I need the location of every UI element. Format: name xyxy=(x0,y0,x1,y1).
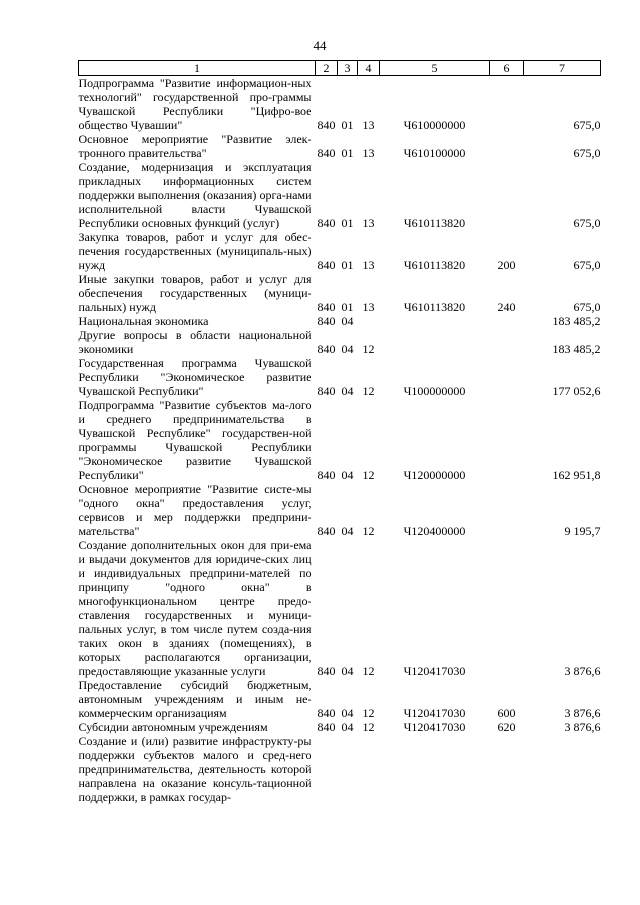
row-ved-code: 840 xyxy=(317,384,336,398)
row-amount: 9 195,7 xyxy=(564,524,601,538)
row-target-article-code: Ч610000000 xyxy=(403,118,466,132)
row-name: Другие вопросы в области национальной экономики xyxy=(78,328,312,356)
header-col-3: 3 xyxy=(338,61,358,76)
row-expense-type-code xyxy=(490,398,524,482)
row-ved-code: 840 xyxy=(317,314,336,328)
row-subsection-code: 12 xyxy=(362,706,375,720)
page-number: 44 xyxy=(313,38,327,53)
row-ved-code: 840 xyxy=(317,258,336,272)
row-ved-code: 840 xyxy=(317,664,336,678)
row-target-article-code: Ч120400000 xyxy=(403,524,466,538)
row-amount: 162 951,8 xyxy=(552,468,601,482)
row-target-article-code xyxy=(380,314,490,328)
row-expense-type-code xyxy=(490,328,524,356)
row-target-article-code: Ч100000000 xyxy=(403,384,466,398)
table-row xyxy=(79,160,601,230)
table-row xyxy=(79,76,601,133)
row-target-article-code: Ч120000000 xyxy=(403,468,466,482)
table-row xyxy=(79,356,601,398)
table-row xyxy=(79,734,601,804)
row-amount: 3 876,6 xyxy=(564,706,601,720)
row-section-code: 04 xyxy=(341,468,354,482)
row-section-code: 04 xyxy=(341,720,354,734)
row-amount xyxy=(524,734,601,804)
row-subsection-code: 12 xyxy=(362,468,375,482)
row-expense-type-code xyxy=(490,734,524,804)
row-subsection-code: 12 xyxy=(362,664,375,678)
table-row xyxy=(79,678,601,720)
row-subsection-code: 13 xyxy=(362,216,375,230)
row-section-code: 04 xyxy=(341,342,354,356)
row-name: Основное мероприятие "Развитие систе-мы "одного окна" предоставления услуг, сервисов и мер поддержки предприни-мательства" xyxy=(78,482,312,538)
row-subsection-code xyxy=(358,314,380,328)
table-row xyxy=(79,328,601,356)
row-target-article-code xyxy=(380,734,490,804)
row-subsection-code: 12 xyxy=(362,342,375,356)
header-col-1: 1 xyxy=(79,61,316,76)
row-subsection-code xyxy=(358,734,380,804)
row-expense-type-code xyxy=(490,356,524,398)
row-expense-type-code xyxy=(490,132,524,160)
row-name: Государственная программа Чувашской Республики "Экономическое развитие Чувашской Республики" xyxy=(78,356,312,398)
table-row xyxy=(79,230,601,272)
row-section-code: 04 xyxy=(341,524,354,538)
table-row xyxy=(79,720,601,734)
header-col-6: 6 xyxy=(490,61,524,76)
row-name: Предоставление субсидий бюджетным, автономным учреждениям и иным не-коммерческим организациям xyxy=(78,678,312,720)
row-expense-type-code xyxy=(490,538,524,678)
row-section-code: 04 xyxy=(341,314,354,328)
row-target-article-code: Ч120417030 xyxy=(403,664,466,678)
row-subsection-code: 12 xyxy=(362,384,375,398)
row-ved-code: 840 xyxy=(317,146,336,160)
row-amount: 675,0 xyxy=(573,300,601,314)
row-ved-code: 840 xyxy=(317,706,336,720)
row-ved-code xyxy=(316,734,338,804)
row-expense-type-code: 200 xyxy=(497,258,516,272)
row-amount: 177 052,6 xyxy=(552,384,601,398)
header-col-4: 4 xyxy=(358,61,380,76)
row-expense-type-code xyxy=(490,160,524,230)
row-name: Национальная экономика xyxy=(78,314,209,328)
table-row xyxy=(79,482,601,538)
row-name: Иные закупки товаров, работ и услуг для обеспечения государственных (муници-пальных) нужд xyxy=(78,272,312,314)
row-target-article-code: Ч120417030 xyxy=(403,720,466,734)
row-section-code: 01 xyxy=(341,146,354,160)
header-row xyxy=(79,61,601,76)
header-col-5: 5 xyxy=(380,61,490,76)
row-subsection-code: 13 xyxy=(362,258,375,272)
row-expense-type-code: 240 xyxy=(497,300,516,314)
row-section-code: 01 xyxy=(341,118,354,132)
row-target-article-code: Ч610113820 xyxy=(403,300,466,314)
table-row xyxy=(79,132,601,160)
row-amount: 675,0 xyxy=(573,258,601,272)
row-expense-type-code xyxy=(490,76,524,133)
row-subsection-code: 12 xyxy=(362,524,375,538)
table-row xyxy=(79,398,601,482)
row-amount: 675,0 xyxy=(573,118,601,132)
row-target-article-code: Ч610113820 xyxy=(403,258,466,272)
header-col-7: 7 xyxy=(524,61,601,76)
row-name: Закупка товаров, работ и услуг для обес-печения государственных (муниципаль-ных) нужд xyxy=(78,230,312,272)
row-ved-code: 840 xyxy=(317,300,336,314)
row-section-code: 04 xyxy=(341,664,354,678)
row-name: Создание и (или) развитие инфраструкту-ры поддержки субъектов малого и сред-него предпринимательства, деятельность которой направлена на оказание консуль-тационной поддержки, в рамках государ- xyxy=(78,734,312,804)
row-expense-type-code xyxy=(490,482,524,538)
row-target-article-code: Ч610113820 xyxy=(403,216,466,230)
row-amount: 3 876,6 xyxy=(564,720,601,734)
row-name: Подпрограмма "Развитие субъектов ма-лого и среднего предпринимательства в Чувашской Республике" государствен-ной программы Чувашской Республики "Экономическое развитие Чувашской Республики" xyxy=(78,398,312,482)
row-target-article-code: Ч610100000 xyxy=(403,146,466,160)
row-ved-code: 840 xyxy=(317,342,336,356)
row-ved-code: 840 xyxy=(317,720,336,734)
row-expense-type-code xyxy=(490,314,524,328)
row-name: Подпрограмма "Развитие информацион-ных технологий" государственной про-граммы Чувашской Республики "Цифро-вое общество Чувашии" xyxy=(78,76,312,132)
row-section-code: 04 xyxy=(341,384,354,398)
row-ved-code: 840 xyxy=(317,118,336,132)
row-ved-code: 840 xyxy=(317,468,336,482)
row-expense-type-code: 620 xyxy=(497,720,516,734)
row-section-code xyxy=(338,734,358,804)
row-amount: 183 485,2 xyxy=(552,314,601,328)
row-amount: 675,0 xyxy=(573,216,601,230)
table-row xyxy=(79,538,601,678)
row-subsection-code: 12 xyxy=(362,720,375,734)
row-amount: 3 876,6 xyxy=(564,664,601,678)
row-ved-code: 840 xyxy=(317,524,336,538)
row-name: Субсидии автономным учреждениям xyxy=(78,720,268,734)
row-amount: 183 485,2 xyxy=(552,342,601,356)
row-amount: 675,0 xyxy=(573,146,601,160)
row-section-code: 01 xyxy=(341,258,354,272)
row-name: Создание дополнительных окон для при-ема и выдачи документов для юридиче-ских лиц и индивидуальных предприни-мателей по принципу "одного окна" в многофункциональном центре предо-ставления государственных и муници-пальных услуг, в том числе путем созда-ния таких окон в зданиях (помещениях), в которых располагаются организации, предоставляющие указанные услуги xyxy=(78,538,312,678)
row-name: Основное мероприятие "Развитие элек-тронного правительства" xyxy=(78,132,312,160)
row-section-code: 01 xyxy=(341,300,354,314)
header-col-2: 2 xyxy=(316,61,338,76)
table-row xyxy=(79,272,601,314)
table-row xyxy=(79,314,601,328)
row-target-article-code: Ч120417030 xyxy=(403,706,466,720)
row-subsection-code: 13 xyxy=(362,300,375,314)
row-ved-code: 840 xyxy=(317,216,336,230)
row-section-code: 01 xyxy=(341,216,354,230)
row-subsection-code: 13 xyxy=(362,118,375,132)
row-expense-type-code: 600 xyxy=(497,706,516,720)
row-target-article-code xyxy=(380,328,490,356)
budget-table xyxy=(78,60,601,804)
row-name: Создание, модернизация и эксплуатация прикладных информационных систем поддержки выполнения (оказания) орга-нами исполнительной власти Чувашской Республики основных функций (услуг) xyxy=(78,160,312,230)
row-section-code: 04 xyxy=(341,706,354,720)
row-subsection-code: 13 xyxy=(362,146,375,160)
